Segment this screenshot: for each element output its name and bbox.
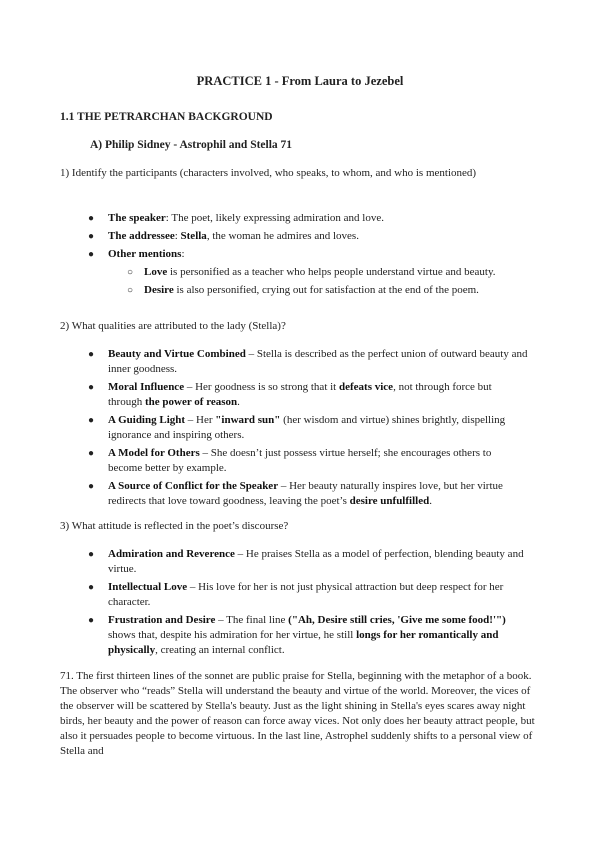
q1-list (88, 211, 518, 301)
bullet-icon: ● (88, 549, 95, 560)
bullet-icon: ● (88, 249, 95, 260)
list-item: ● The speaker: The poet, likely expressing admiration and love. (88, 212, 384, 224)
bullet-icon: ● (88, 231, 95, 242)
bullet-icon: ● (88, 213, 95, 224)
bullet-icon: ● (88, 615, 95, 626)
list-item: ● A Source of Conflict for the Speaker – Her beauty naturally inspires love, but her virtue redirects that love toward goodness, leaving the poet’s desire unfulfilled. (88, 480, 503, 507)
subsection-heading: A) Philip Sidney - Astrophil and Stella 71 (90, 139, 293, 151)
question-1: 1) Identify the participants (characters involved, who speaks, to whom, and who is mentioned) (60, 167, 477, 179)
circle-bullet-icon: ○ (127, 285, 134, 296)
list-item: ● The addressee: Stella, the woman he admires and loves. (88, 230, 359, 242)
list-item: ● Other mentions: ○ Love is personified as a teacher who helps people understand virtue and beauty. ○ Desire is also personified, crying out for satisfaction at the end of the poem. (108, 247, 518, 298)
bullet-icon: ● (88, 349, 95, 360)
question-3: 3) What attitude is reflected in the poet’s discourse? (60, 520, 289, 532)
bullet-icon: ● (88, 382, 95, 393)
list-item: ● Intellectual Love – His love for her is not just physical attraction but deep respect for her character. (88, 581, 504, 608)
list-item: ● Admiration and Reverence – He praises Stella as a model of perfection, blending beauty and virtue. (88, 548, 524, 575)
list-item: ● A Model for Others – She doesn’t just possess virtue herself; she encourages others to become better by example. (88, 447, 492, 474)
bullet-icon: ● (88, 582, 95, 593)
list-item: ● Beauty and Virtue Combined – Stella is described as the perfect union of outward beauty and inner goodness. (88, 348, 528, 375)
circle-bullet-icon: ○ (127, 267, 134, 278)
list-item: ● Frustration and Desire – The final line ("Ah, Desire still cries, 'Give me some food!'") shows that, despite his admiration for her virtue, he still longs for her romantically and physically, creating an internal conflict. (88, 614, 506, 656)
list-item: ○ Desire is also personified, crying out for satisfaction at the end of the poem. (127, 284, 479, 296)
list-item: ● Moral Influence – Her goodness is so strong that it defeats vice, not through force but through the power of reason. (88, 381, 492, 408)
q3-list (88, 547, 528, 661)
page-title: PRACTICE 1 - From Laura to Jezebel (196, 74, 404, 88)
bullet-icon: ● (88, 415, 95, 426)
analysis-paragraph: 71. The first thirteen lines of the sonnet are public praise for Stella, beginning with the metaphor of a book. The observer who “reads” Stella will understand the beauty and virtue of the world. Moreover, the vices of the observer will be scattered by Stella's beauty. Just as the light shining in Stella's eyes scares away night birds, her beauty and the power of reason can force away vices. Not only does her beauty attract people, but also it persuades people to become virtuous. In the last line, Astrophel suddenly shifts to a personal view of Stella and (60, 670, 535, 757)
bullet-icon: ● (88, 448, 95, 459)
bullet-icon: ● (88, 481, 95, 492)
q2-list (88, 347, 528, 512)
q1-sublist (127, 265, 514, 298)
question-2: 2) What qualities are attributed to the lady (Stella)? (60, 320, 286, 332)
list-item: ○ Love is personified as a teacher who helps people understand virtue and beauty. (127, 266, 496, 278)
list-item: ● A Guiding Light – Her "inward sun" (her wisdom and virtue) shines brightly, dispelling ignorance and inspiring others. (88, 414, 506, 441)
section-heading: 1.1 THE PETRARCHAN BACKGROUND (60, 111, 273, 123)
